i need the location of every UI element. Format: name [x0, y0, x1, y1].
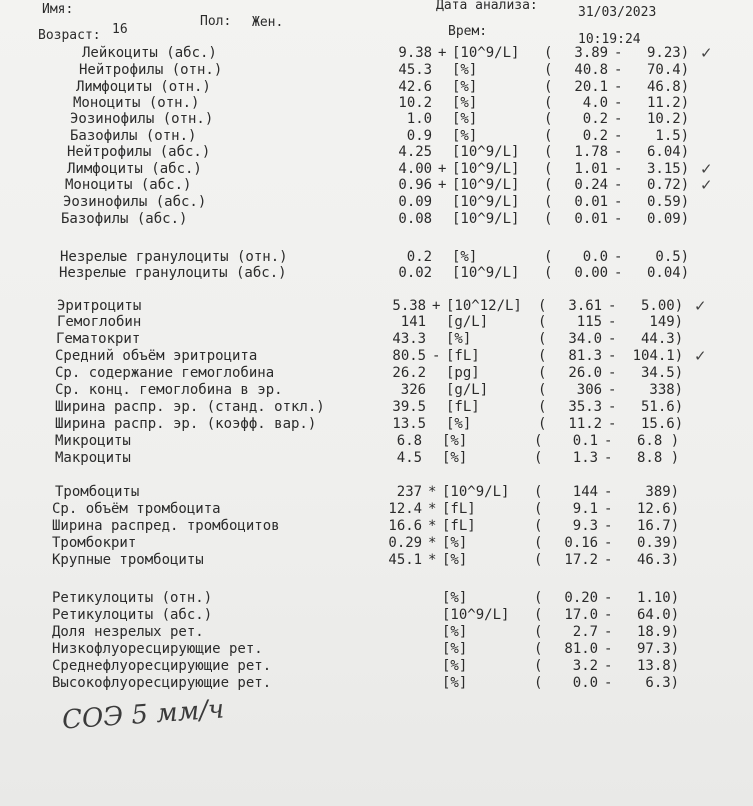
row-range-high: 46.8) [647, 79, 690, 95]
age-value: 16 [112, 22, 128, 37]
row-name: Высокофлуоресцирующие рет. [52, 675, 272, 691]
row-range-dash: - [604, 484, 613, 500]
row-range-dash: - [608, 298, 617, 314]
row-range-open: ( [544, 211, 553, 227]
sex-value: Жен. [252, 15, 284, 30]
row-unit: [%] [442, 641, 468, 657]
checkmark-icon: ✓ [694, 347, 707, 365]
date-value: 31/03/2023 [578, 5, 657, 20]
row-name: Тромбоциты [55, 484, 140, 500]
row-name: Ширина распр. эр. (станд. откл.) [55, 399, 325, 415]
row-unit: [fL] [446, 348, 480, 364]
row-flag: + [438, 45, 447, 61]
row-unit: [10^9/L] [452, 211, 520, 227]
row-range-low: 17.2 [564, 552, 599, 568]
row-range-open: ( [544, 144, 553, 160]
row-value: 4.25 [398, 144, 433, 160]
row-range-high: 97.3) [637, 641, 680, 657]
row-range-high: 1.5) [655, 128, 690, 144]
row-unit: [%] [452, 128, 478, 144]
row-range-open: ( [544, 128, 553, 144]
row-unit: [10^9/L] [442, 607, 510, 623]
row-name: Лимфоциты (абс.) [67, 161, 202, 177]
row-range-low: 17.0 [564, 607, 599, 623]
row-range-high: 0.59) [647, 194, 690, 210]
row-value: 13.5 [392, 416, 427, 432]
row-name: Незрелые гранулоциты (отн.) [60, 249, 288, 265]
row-value: 45.1 [388, 552, 423, 568]
row-range-open: ( [534, 552, 543, 568]
row-range-open: ( [544, 111, 553, 127]
row-value: 0.29 [388, 535, 423, 551]
row-range-open: ( [544, 79, 553, 95]
row-range-dash: - [608, 365, 617, 381]
row-range-open: ( [534, 450, 543, 466]
row-range-open: ( [538, 365, 547, 381]
row-name: Нейтрофилы (отн.) [79, 62, 223, 78]
row-range-high: 11.2) [647, 95, 690, 111]
row-unit: [%] [452, 249, 478, 265]
row-range-low: 34.0 [568, 331, 603, 347]
row-name: Незрелые гранулоциты (абс.) [59, 265, 287, 281]
row-range-low: 11.2 [568, 416, 603, 432]
row-range-dash: - [604, 641, 613, 657]
row-range-open: ( [534, 641, 543, 657]
row-range-high: 34.5) [641, 365, 684, 381]
row-name: Ср. содержание гемоглобина [55, 365, 275, 381]
row-flag: * [428, 501, 437, 517]
row-value: 4.00 [398, 161, 433, 177]
row-name: Ретикулоциты (абс.) [52, 607, 213, 623]
row-value: 16.6 [388, 518, 423, 534]
row-value: 26.2 [392, 365, 427, 381]
row-range-high: 5.00) [641, 298, 684, 314]
row-name: Эозинофилы (абс.) [63, 194, 207, 210]
row-range-low: 0.2 [582, 128, 609, 144]
checkmark-icon: ✓ [700, 176, 713, 194]
row-name: Тромбокрит [52, 535, 137, 551]
row-range-open: ( [544, 249, 553, 265]
row-range-high: 6.3) [645, 675, 680, 691]
row-range-high: 9.23) [647, 45, 690, 61]
row-flag: * [428, 518, 437, 534]
row-flag: + [438, 161, 447, 177]
row-range-dash: - [604, 658, 613, 674]
row-flag: + [438, 177, 447, 193]
row-range-high: 46.3) [637, 552, 680, 568]
row-range-low: 115 [576, 314, 603, 330]
row-range-low: 0.16 [564, 535, 599, 551]
row-name: Микроциты [55, 433, 131, 449]
row-range-low: 9.1 [572, 501, 599, 517]
row-range-dash: - [608, 382, 617, 398]
row-value: 9.38 [398, 45, 433, 61]
row-unit: [10^9/L] [452, 194, 520, 210]
handwritten-esr-note: СОЭ 5 мм/ч [61, 694, 226, 736]
row-unit: [10^9/L] [452, 265, 520, 281]
row-range-dash: - [614, 79, 623, 95]
row-range-high: 0.04) [647, 265, 690, 281]
row-range-dash: - [614, 194, 623, 210]
row-value: 39.5 [392, 399, 427, 415]
row-range-low: 4.0 [582, 95, 609, 111]
row-name: Нейтрофилы (абс.) [67, 144, 211, 160]
row-name: Моноциты (отн.) [73, 95, 200, 111]
row-range-open: ( [544, 177, 553, 193]
row-unit: [10^12/L] [446, 298, 522, 314]
row-value: 0.08 [398, 211, 433, 227]
row-value: 237 [396, 484, 423, 500]
row-name: Эозинофилы (отн.) [70, 111, 214, 127]
row-value: 45.3 [398, 62, 433, 78]
row-value: 10.2 [398, 95, 433, 111]
row-value: 0.9 [406, 128, 433, 144]
row-range-high: 3.15) [647, 161, 690, 177]
row-name: Низкофлуоресцирующие рет. [52, 641, 263, 657]
row-range-dash: - [604, 624, 613, 640]
row-range-low: 40.8 [574, 62, 609, 78]
row-range-open: ( [534, 518, 543, 534]
row-range-open: ( [544, 62, 553, 78]
row-flag: - [432, 348, 441, 364]
row-range-low: 144 [572, 484, 599, 500]
row-flag: * [428, 535, 437, 551]
row-range-dash: - [614, 265, 623, 281]
row-name: Гематокрит [56, 331, 141, 347]
row-value: 0.09 [398, 194, 433, 210]
row-range-high: 18.9) [637, 624, 680, 640]
row-flag: * [428, 552, 437, 568]
row-range-open: ( [544, 95, 553, 111]
row-flag: * [428, 484, 437, 500]
row-range-dash: - [614, 177, 623, 193]
row-range-low: 9.3 [572, 518, 599, 534]
row-value: 141 [400, 314, 427, 330]
row-range-open: ( [534, 675, 543, 691]
row-range-high: 0.72) [647, 177, 690, 193]
row-range-low: 0.24 [574, 177, 609, 193]
row-range-high: 10.2) [647, 111, 690, 127]
row-range-dash: - [614, 161, 623, 177]
row-unit: [g/L] [446, 314, 489, 330]
row-range-dash: - [604, 518, 613, 534]
row-unit: [10^9/L] [452, 177, 520, 193]
row-unit: [pg] [446, 365, 480, 381]
row-unit: [%] [442, 552, 468, 568]
row-range-dash: - [614, 111, 623, 127]
row-unit: [%] [452, 95, 478, 111]
row-name: Базофилы (отн.) [70, 128, 197, 144]
row-unit: [%] [442, 590, 468, 606]
row-range-dash: - [604, 552, 613, 568]
row-name: Лимфоциты (отн.) [76, 79, 211, 95]
row-range-open: ( [534, 433, 543, 449]
row-range-dash: - [604, 590, 613, 606]
time-value: 10:19:24 [578, 32, 641, 47]
row-range-dash: - [604, 607, 613, 623]
row-range-dash: - [604, 433, 613, 449]
row-range-dash: - [614, 211, 623, 227]
row-unit: [10^9/L] [452, 45, 520, 61]
row-unit: [%] [442, 658, 468, 674]
row-range-dash: - [614, 128, 623, 144]
row-range-low: 81.3 [568, 348, 603, 364]
row-name: Ср. объём тромбоцита [52, 501, 221, 517]
row-range-open: ( [534, 535, 543, 551]
row-range-low: 0.01 [574, 211, 609, 227]
row-value: 12.4 [388, 501, 423, 517]
row-value: 1.0 [406, 111, 433, 127]
row-range-high: 104.1) [632, 348, 684, 364]
row-range-high: 44.3) [641, 331, 684, 347]
row-unit: [g/L] [446, 382, 489, 398]
checkmark-icon: ✓ [700, 44, 713, 62]
row-range-dash: - [614, 249, 623, 265]
row-name: Ширина распред. тромбоцитов [52, 518, 280, 534]
row-range-low: 3.89 [574, 45, 609, 61]
row-range-open: ( [544, 194, 553, 210]
row-range-open: ( [538, 416, 547, 432]
row-range-high: 0.39) [637, 535, 680, 551]
row-name: Моноциты (абс.) [65, 177, 192, 193]
row-value: 43.3 [392, 331, 427, 347]
row-range-open: ( [534, 607, 543, 623]
row-unit: [%] [452, 111, 478, 127]
row-unit: [%] [442, 624, 468, 640]
row-range-open: ( [534, 484, 543, 500]
row-range-dash: - [604, 535, 613, 551]
row-range-low: 0.01 [574, 194, 609, 210]
row-unit: [%] [446, 331, 472, 347]
row-range-high: 0.5) [655, 249, 690, 265]
row-unit: [%] [442, 535, 468, 551]
row-range-dash: - [604, 450, 613, 466]
row-range-dash: - [604, 501, 613, 517]
row-range-low: 0.0 [572, 675, 599, 691]
sex-label: Пол: [200, 14, 232, 29]
row-unit: [%] [452, 79, 478, 95]
row-range-low: 1.78 [574, 144, 609, 160]
age-label: Возраст: [38, 28, 101, 43]
row-name: Базофилы (абс.) [61, 211, 188, 227]
row-flag: + [432, 298, 441, 314]
row-value: 4.5 [396, 450, 423, 466]
row-range-open: ( [544, 161, 553, 177]
row-range-low: 0.2 [582, 111, 609, 127]
row-range-low: 1.01 [574, 161, 609, 177]
row-range-open: ( [544, 265, 553, 281]
row-range-low: 3.2 [572, 658, 599, 674]
row-range-open: ( [538, 399, 547, 415]
row-range-open: ( [538, 298, 547, 314]
row-unit: [10^9/L] [452, 161, 520, 177]
row-unit: [10^9/L] [452, 144, 520, 160]
row-range-dash: - [614, 144, 623, 160]
row-unit: [%] [452, 62, 478, 78]
row-range-high: 15.6) [641, 416, 684, 432]
row-range-dash: - [614, 45, 623, 61]
row-range-high: 149) [649, 314, 684, 330]
row-range-dash: - [614, 62, 623, 78]
row-name: Средний объём эритроцита [55, 348, 258, 364]
row-unit: [%] [442, 675, 468, 691]
row-unit: [10^9/L] [442, 484, 510, 500]
row-name: Лейкоциты (абс.) [82, 45, 217, 61]
row-name: Ширина распр. эр. (коэфф. вар.) [55, 416, 317, 432]
row-value: 0.96 [398, 177, 433, 193]
row-range-high: 12.6) [637, 501, 680, 517]
row-range-open: ( [538, 314, 547, 330]
row-range-high: 6.8 ) [637, 433, 680, 449]
row-range-low: 306 [576, 382, 603, 398]
row-range-high: 6.04) [647, 144, 690, 160]
row-range-low: 3.61 [568, 298, 603, 314]
row-range-low: 20.1 [574, 79, 609, 95]
row-value: 42.6 [398, 79, 433, 95]
row-value: 5.38 [392, 298, 427, 314]
row-range-low: 1.3 [572, 450, 599, 466]
row-range-high: 13.8) [637, 658, 680, 674]
row-range-high: 1.10) [637, 590, 680, 606]
row-range-open: ( [534, 658, 543, 674]
time-label: Врем: [448, 24, 488, 39]
row-range-high: 389) [645, 484, 680, 500]
row-value: 0.02 [398, 265, 433, 281]
row-range-high: 8.8 ) [637, 450, 680, 466]
row-range-high: 16.7) [637, 518, 680, 534]
row-unit: [fL] [442, 501, 476, 517]
row-range-low: 26.0 [568, 365, 603, 381]
row-range-open: ( [538, 382, 547, 398]
checkmark-icon: ✓ [700, 160, 713, 178]
row-range-low: 81.0 [564, 641, 599, 657]
row-name: Доля незрелых рет. [52, 624, 204, 640]
row-range-dash: - [608, 348, 617, 364]
row-name: Эритроциты [57, 298, 142, 314]
row-unit: [%] [446, 416, 472, 432]
row-range-high: 338) [649, 382, 684, 398]
row-range-dash: - [604, 675, 613, 691]
row-name: Гемоглобин [57, 314, 142, 330]
row-range-low: 0.0 [582, 249, 609, 265]
row-range-low: 0.00 [574, 265, 609, 281]
row-range-low: 35.3 [568, 399, 603, 415]
row-range-open: ( [534, 624, 543, 640]
row-range-high: 51.6) [641, 399, 684, 415]
checkmark-icon: ✓ [694, 297, 707, 315]
row-unit: [fL] [446, 399, 480, 415]
row-range-low: 0.1 [572, 433, 599, 449]
row-unit: [%] [442, 450, 468, 466]
row-range-dash: - [608, 416, 617, 432]
row-unit: [%] [442, 433, 468, 449]
name-label: Имя: [42, 2, 74, 17]
row-range-high: 64.0) [637, 607, 680, 623]
row-value: 6.8 [396, 433, 423, 449]
row-name: Ретикулоциты (отн.) [52, 590, 213, 606]
row-range-dash: - [608, 314, 617, 330]
row-value: 0.2 [406, 249, 433, 265]
row-range-dash: - [608, 399, 617, 415]
row-range-low: 2.7 [572, 624, 599, 640]
row-unit: [fL] [442, 518, 476, 534]
row-name: Ср. конц. гемоглобина в эр. [55, 382, 283, 398]
row-range-open: ( [544, 45, 553, 61]
row-range-open: ( [538, 348, 547, 364]
row-name: Среднефлуоресцирующие рет. [52, 658, 272, 674]
row-name: Макроциты [55, 450, 131, 466]
row-range-high: 70.4) [647, 62, 690, 78]
date-label: Дата анализа: [436, 0, 538, 13]
row-range-dash: - [614, 95, 623, 111]
row-range-open: ( [534, 501, 543, 517]
row-range-open: ( [534, 590, 543, 606]
row-name: Крупные тромбоциты [52, 552, 204, 568]
row-range-dash: - [608, 331, 617, 347]
row-value: 80.5 [392, 348, 427, 364]
row-value: 326 [400, 382, 427, 398]
row-range-low: 0.20 [564, 590, 599, 606]
row-range-open: ( [538, 331, 547, 347]
row-range-high: 0.09) [647, 211, 690, 227]
